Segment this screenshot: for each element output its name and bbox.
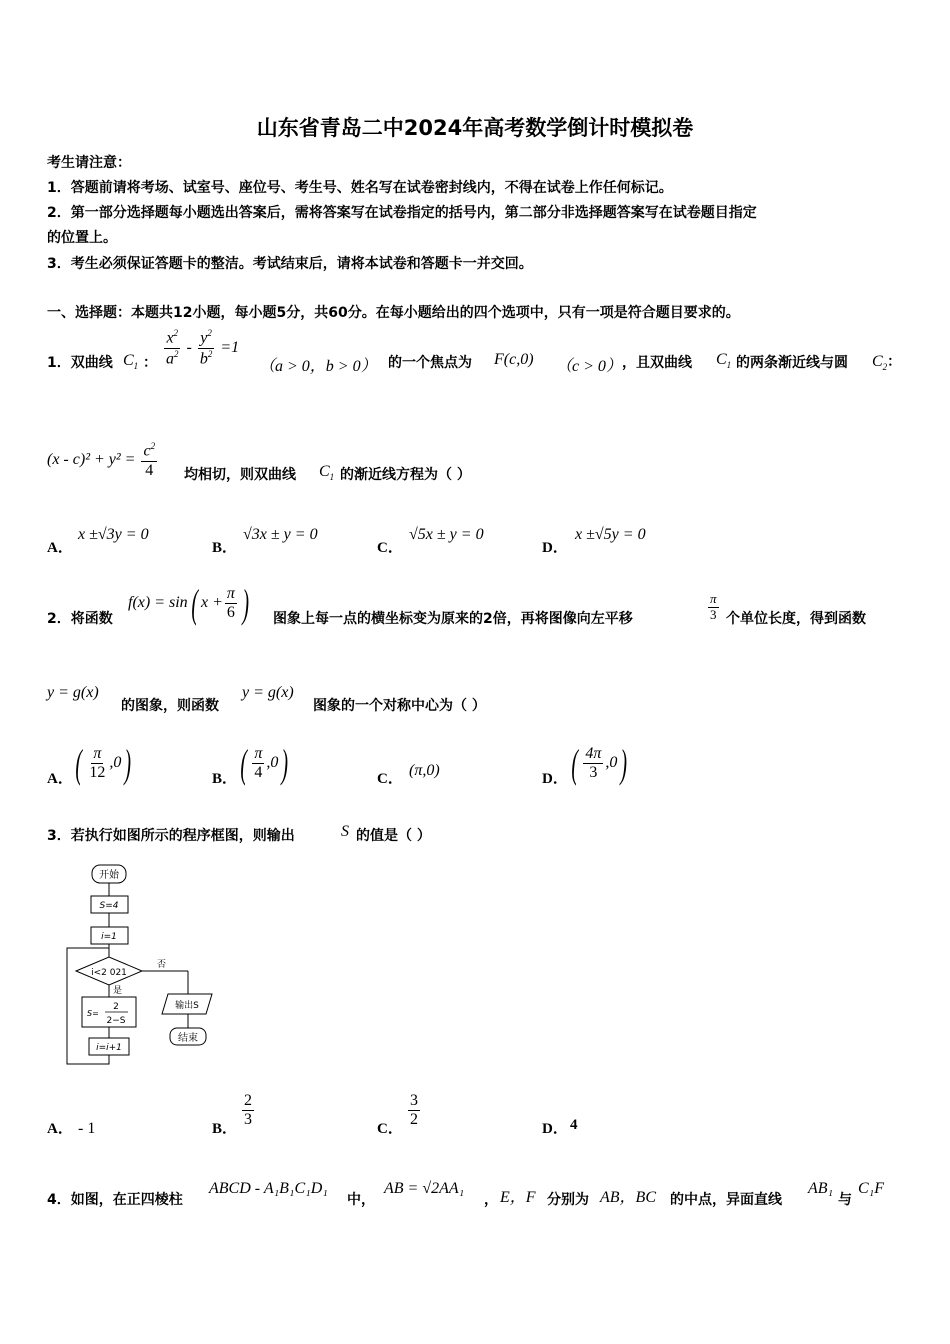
flow-inc-text: i=i+1 <box>96 1043 122 1053</box>
q1-number: 1．双曲线 <box>47 355 113 371</box>
q2-option-d-label[interactable]: D． <box>542 771 568 787</box>
flow-assign-den: 2−S <box>106 1016 126 1026</box>
notice-heading: 考生请注意： <box>47 155 131 171</box>
q4-mid4: 与 <box>838 1192 852 1208</box>
q2-number: 2．将函数 <box>47 611 113 627</box>
q4-sep: ， <box>484 1192 498 1208</box>
q2-shift-fraction: $\frac{\pi}{3}$ <box>710 591 717 622</box>
q3-option-a-label[interactable]: A． <box>47 1121 73 1137</box>
q1-text-mid2: ，且双曲线 <box>622 355 692 371</box>
q2-line2-b: 的图象，则函数 <box>121 698 219 714</box>
section-heading: 一、选择题：本题共12小题，每小题5分，共60分。在每小题给出的四个选项中，只有一项是符合题目要求的。 <box>47 305 740 321</box>
q1-condition: （a > 0，b > 0） <box>259 358 377 375</box>
flow-cond-text: i<2 021 <box>91 968 127 978</box>
q1-text-mid3: 的两条渐近线与圆 <box>736 355 848 371</box>
q1-c1-ref-2: $C_1$ <box>319 463 335 483</box>
q1-tail2: 的渐近线方程为（ ） <box>340 467 471 483</box>
q4-mid3: 的中点，异面直线 <box>670 1192 782 1208</box>
q1-condition-2: （c > 0） <box>556 358 622 375</box>
page-title: 山东省青岛二中2024年高考数学倒计时模拟卷 <box>256 116 694 140</box>
q3-flowchart <box>60 860 230 1070</box>
q1-option-d[interactable]: x ±√5y = 0 <box>575 526 646 543</box>
q2-line2-d: 图象的一个对称中心为（ ） <box>313 698 486 714</box>
q1-hyperbola-equation: $\frac{x^2}{a^2}$ - $\frac{y^2}{b^2}$ =1 <box>166 328 240 368</box>
q1-option-b-label[interactable]: B． <box>212 540 238 556</box>
q2-option-c-label[interactable]: C． <box>377 771 403 787</box>
q1-circle-equation: (x - c)² + y² = $\frac{c^2}{4}$ <box>47 441 156 479</box>
q4-ef: E，F <box>500 1189 536 1206</box>
q3-var: S <box>341 823 349 840</box>
q2-option-d[interactable]: ( $\frac{4\pi}{3}$ ,0) <box>571 741 628 786</box>
flow-s-init-text: S=4 <box>99 901 119 911</box>
flow-end-text: 结束 <box>178 1033 198 1044</box>
q3-option-d-label[interactable]: D． <box>542 1121 568 1137</box>
q1-colon: ： <box>143 355 157 371</box>
q1-option-b[interactable]: √3x ± y = 0 <box>243 526 318 543</box>
q4-equation: AB = √2AA₁ <box>384 1180 465 1197</box>
q1-option-a[interactable]: x ±√3y = 0 <box>78 526 149 543</box>
q1-tail: 均相切，则双曲线 <box>184 467 296 483</box>
flow-start-text: 开始 <box>99 870 119 881</box>
notice-item-2: 2．第一部分选择题每小题选出答案后，需将答案写在试卷指定的括号内，第二部分非选择题答案写在试卷题目指定 <box>47 205 757 221</box>
flow-yes-label: 是 <box>113 986 123 996</box>
q4-ab1: AB₁ <box>808 1180 834 1197</box>
notice-item-2-cont: 的位置上。 <box>47 230 117 246</box>
q3-option-b[interactable]: $\frac{2}{3}$ <box>244 1092 252 1129</box>
q4-ab-bc: AB，BC <box>600 1189 656 1206</box>
q4-mid2: 分别为 <box>547 1192 589 1208</box>
q2-text-mid2: 个单位长度，得到函数 <box>726 611 866 627</box>
q2-option-c[interactable]: (π,0) <box>409 762 440 779</box>
q2-function: f(x) = sin( x + $\frac{\pi}{6}$ ) <box>128 581 249 626</box>
q3-option-c-label[interactable]: C． <box>377 1121 403 1137</box>
q1-option-d-label[interactable]: D． <box>542 540 568 556</box>
q1-focus: F(c,0) <box>494 351 534 368</box>
q2-text-mid: 图象上每一点的横坐标变为原来的2倍，再将图像向左平移 <box>273 611 633 627</box>
q1-option-c-label[interactable]: C． <box>377 540 403 556</box>
q1-c2: $C_2$： <box>872 353 902 373</box>
q2-option-b[interactable]: ( $\frac{\pi}{4}$ ,0) <box>240 741 289 786</box>
q3-option-c[interactable]: $\frac{3}{2}$ <box>410 1092 418 1129</box>
q2-gx-2: y = g(x) <box>242 684 294 701</box>
q3-tail: 的值是（ ） <box>356 828 431 844</box>
q2-option-a-label[interactable]: A． <box>47 771 73 787</box>
q3-option-b-label[interactable]: B． <box>212 1121 238 1137</box>
q1-c1: $C_1$ <box>123 352 139 372</box>
q4-c1f: C₁F <box>858 1180 885 1197</box>
q1-c1-ref: $C_1$ <box>716 351 732 371</box>
flow-output-text: 输出S <box>175 1001 199 1011</box>
notice-item-3: 3．考生必须保证答题卡的整洁。考试结束后，请将本试卷和答题卡一并交回。 <box>47 256 533 272</box>
flow-assign-lhs: S= <box>87 1009 99 1018</box>
q4-number: 4．如图，在正四棱柱 <box>47 1192 183 1208</box>
q2-gx: y = g(x) <box>47 684 99 701</box>
flow-assign-num: 2 <box>113 1002 119 1012</box>
q2-option-a[interactable]: ( $\frac{\pi}{12}$ ,0) <box>75 741 132 786</box>
flow-no-label: 否 <box>157 960 167 970</box>
q1-option-c[interactable]: √5x ± y = 0 <box>409 526 484 543</box>
q2-option-b-label[interactable]: B． <box>212 771 238 787</box>
q1-option-a-label[interactable]: A． <box>47 540 73 556</box>
q3-option-a[interactable]: - 1 <box>78 1120 96 1137</box>
q3-text: 3．若执行如图所示的程序框图，则输出 <box>47 828 295 844</box>
flow-i-init-text: i=1 <box>101 932 117 942</box>
q1-text-mid: 的一个焦点为 <box>388 355 472 371</box>
q4-prism: ABCD - A₁B₁C₁D₁ <box>209 1180 328 1197</box>
q4-mid: 中， <box>347 1192 375 1208</box>
notice-item-1: 1．答题前请将考场、试室号、座位号、考生号、姓名写在试卷密封线内，不得在试卷上作任何标记。 <box>47 180 673 196</box>
q3-option-d[interactable]: 4 <box>570 1117 578 1133</box>
